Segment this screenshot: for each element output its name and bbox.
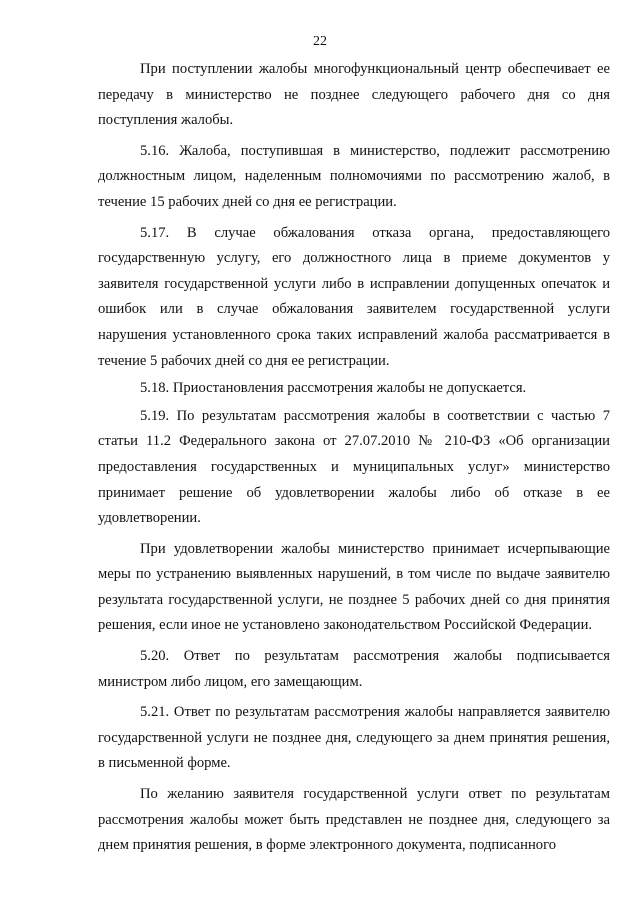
paragraph-5-17: 5.17. В случае обжалования отказа органа, предоставляющего государственную услугу, его должностного лица в приеме документов у заявителя государственной услуги либо в исправлении допущенных опечаток и ошибок или в случае обжалования заявителем государственной услуги нарушения установленного срока таких исправлений жалоба рассматривается в течение 5 рабочих дней со дня ее регистрации. [98, 224, 610, 369]
paragraph-5-18: 5.18. Приостановления рассмотрения жалобы не допускается. [140, 380, 527, 397]
paragraph-mfc-transfer: При поступлении жалобы многофункциональный центр обеспечивает ее передачу в министерство не позднее следующего рабочего дня со дня поступления жалобы. [98, 61, 610, 129]
paragraph-electronic-answer: По желанию заявителя государственной услуги ответ по результатам рассмотрения жалобы может быть представлен не позднее дня, следующего за днем принятия решения, в форме электронного документа, подписанного [98, 786, 610, 854]
paragraph-5-16: 5.16. Жалоба, поступившая в министерство, подлежит рассмотрению должностным лицом, наделенным полномочиями по рассмотрению жалоб, в течение 15 рабочих дней со дня ее регистрации. [98, 142, 610, 210]
document-body [98, 57, 610, 864]
paragraph-5-21: 5.21. Ответ по результатам рассмотрения жалобы направляется заявителю государственной услуги не позднее дня, следующего за днем принятия решения, в письменной форме. [98, 704, 610, 772]
paragraph-satisfaction-measures: При удовлетворении жалобы министерство принимает исчерпывающие меры по устранению выявленных нарушений, в том числе по выдаче заявителю результата государственной услуги, не позднее 5 рабочих дней со дня принятия решения, если иное не установлено законодательством Российской Федерации. [98, 540, 610, 634]
paragraph-5-19: 5.19. По результатам рассмотрения жалобы в соответствии с частью 7 статьи 11.2 Федерального закона от 27.07.2010 № 210-ФЗ «Об организации предоставления государственных и муниципальных услуг» министерство принимает решение об удовлетворении жалобы либо об отказе в ее удовлетворении. [98, 407, 610, 527]
page-number: 22 [313, 34, 327, 49]
paragraph-5-20: 5.20. Ответ по результатам рассмотрения жалобы подписывается министром либо лицом, его замещающим. [98, 648, 610, 690]
